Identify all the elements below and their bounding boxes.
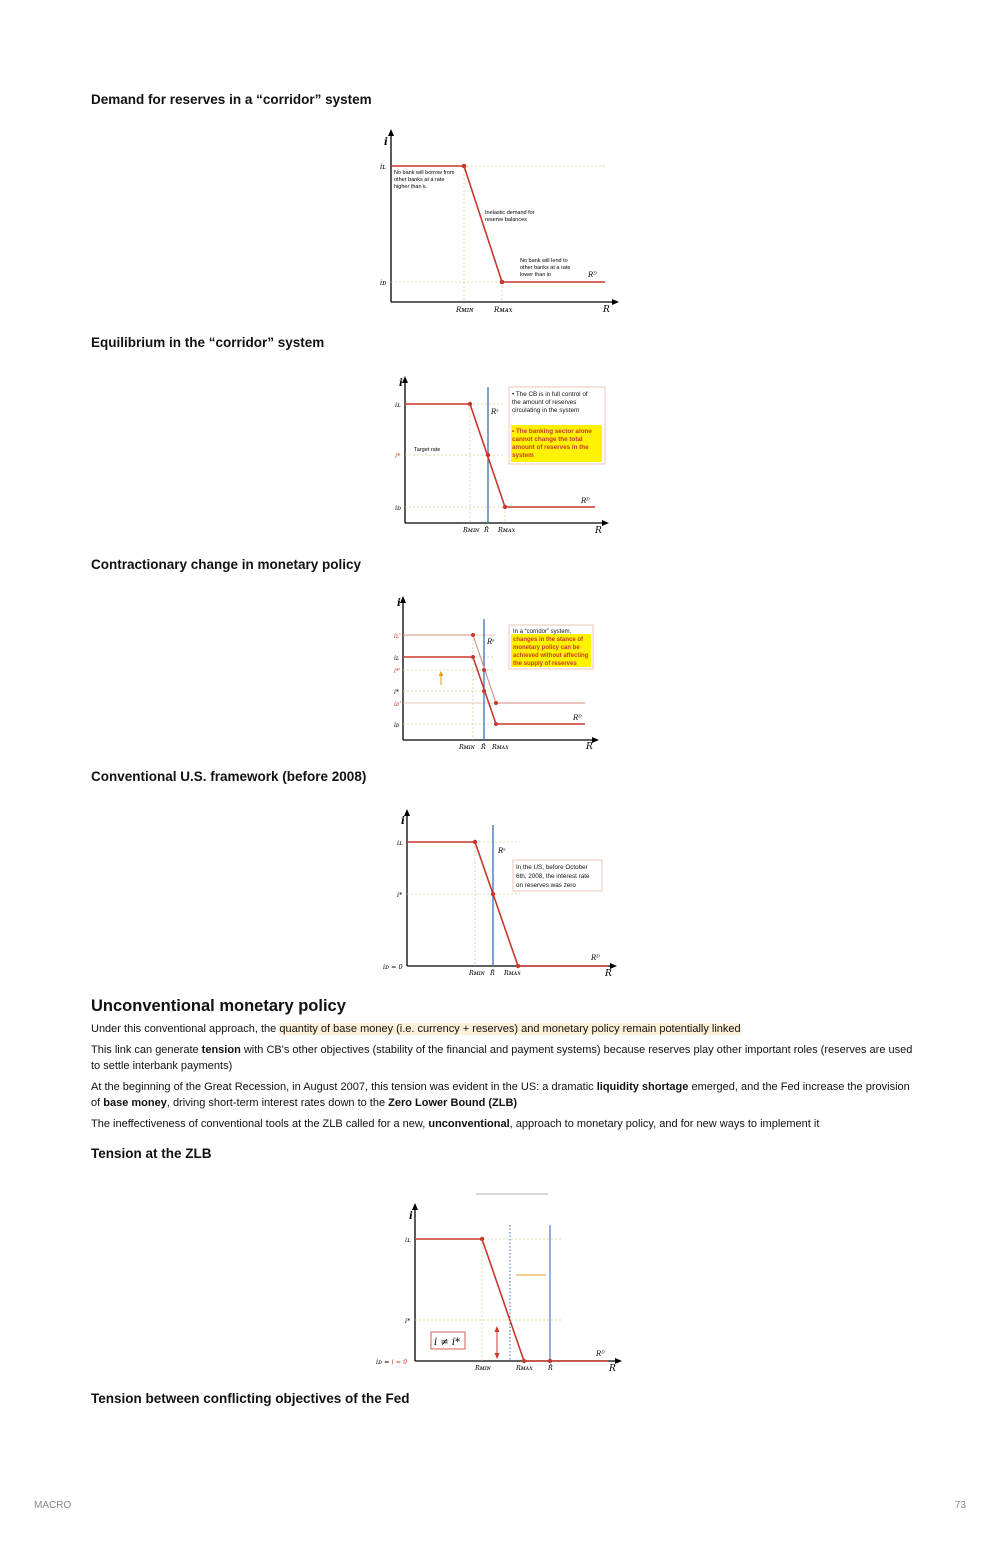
gap-arrow-head-down [495,1353,500,1359]
y-axis-label: i [397,598,401,609]
id-label: iᴅ [394,722,400,729]
y-axis-arrow [400,596,406,603]
point-equilibrium-new [482,668,486,672]
kink-point-lower [516,964,520,968]
chart-contractionary [385,592,610,754]
y-axis-arrow [402,376,408,383]
rbar-label: R̄ [481,744,486,751]
note-us-zero-rate: In the US, before October 6th, 2008, the interest rate on reserves was zero [516,864,590,889]
il-label: iʟ [405,1236,411,1244]
rbar-label: R̄ [484,526,489,534]
note-no-lend: No bank will lend to other banks at a rate lower than iᴅ [520,258,571,278]
y-axis-arrow [412,1203,418,1210]
rmin-label: Rᴍɪɴ [475,1365,491,1372]
id-zero-label: iᴅ = i = 0 [376,1358,408,1366]
id2-label: iᴅ' [394,701,402,708]
kink-point-upper [462,164,467,169]
chart-tension-zlb [372,1185,632,1375]
note-corridor-stance: In a “corridor” system, changes in the stance of monetary policy can be achieved without affecting the supply of reserves [513,629,589,667]
heading-tension-zlb: Tension at the ZLB [91,1146,212,1161]
id-label: iᴅ [395,504,401,512]
id-zero-label: iᴅ = 0 [383,963,403,971]
rmin-label: Rᴍɪɴ [456,306,474,314]
note-no-borrow: No bank will borrow from other banks at a rate higher than iʟ [394,170,455,190]
kink-point-lower [522,1359,526,1363]
heading-unconventional: Unconventional monetary policy [91,997,346,1015]
rmax-label: Rᴍᴀx [498,526,516,534]
chart-conventional-us [380,805,625,980]
heading-demand-reserves: Demand for reserves in a “corridor” system [91,92,372,107]
x-axis-arrow [602,520,609,526]
point-upper-new [471,633,475,637]
rs-label: Rˢ [491,408,499,416]
kink-point-lower [500,280,505,285]
equilibrium-point [548,1359,552,1363]
il2-label: iʟ' [394,633,401,640]
rd-label: Rᴰ [573,714,582,722]
equilibrium-point [491,892,495,896]
heading-conventional-us: Conventional U.S. framework (before 2008) [91,769,367,784]
equilibrium-point [486,453,490,457]
note-inelastic: Inelastic demand for reserve balances [485,210,535,223]
chart-demand-reserves [370,125,630,320]
shift-arrow-head [439,671,444,676]
x-axis-label: R [603,305,610,315]
rs-label: Rˢ [487,638,495,646]
rd-label: Rᴰ [581,497,590,505]
point-lower [494,722,498,726]
neq-label: i ≠ i* [434,1337,461,1348]
il-label: iʟ [394,655,400,662]
x-axis-label: R [609,1364,616,1374]
rmax-label: Rᴍᴀx [504,970,521,977]
x-axis-label: R [595,526,602,536]
heading-tension-fed: Tension between conflicting objectives of the Fed [91,1391,410,1406]
x-axis-arrow [612,299,619,305]
note-cb-control: • The CB is in full control of the amount of reserves circulating in the system [512,391,588,414]
y-axis-label: i [401,816,405,827]
point-lower-new [494,701,498,705]
highlight-base-money: quantity of base money (i.e. currency + reserves) and monetary policy remain potentially linked [279,1023,741,1035]
istar-label: i* [395,452,401,460]
x-axis-label: R [586,742,593,752]
y-axis-label: i [399,378,403,389]
kink-point-upper [480,1237,484,1241]
kink-point-upper [468,402,472,406]
paragraph-conventional-link: Under this conventional approach, the quantity of base money (i.e. currency + reserves) and monetary policy remain potentially linked [91,1023,741,1035]
note-banking-sector: • The banking sector alone cannot change the total amount of reserves in the system [512,428,592,459]
istar-label: i* [394,689,399,696]
footer-course: MACRO [34,1500,72,1511]
rmax-label: Rᴍᴀx [492,744,509,751]
x-axis-label: R [605,969,612,979]
rs-label: Rˢ [498,847,506,855]
y-axis-arrow [388,129,394,136]
istar-label: i* [405,1317,411,1325]
x-axis-arrow [592,737,599,743]
rd-label: Rᴰ [588,271,597,279]
rbar-label: R̄ [490,970,495,977]
y-axis-label: i [384,137,388,148]
rd-label: Rᴰ [591,954,600,962]
rmin-label: Rᴍɪɴ [469,970,485,977]
id-label: iᴅ [380,279,387,287]
target-rate-label: Target rate [414,447,441,453]
footer-page-number: 73 [954,1500,966,1511]
rd-label: Rᴰ [596,1350,605,1358]
x-axis-arrow [615,1358,622,1364]
heading-equilibrium: Equilibrium in the “corridor” system [91,335,325,350]
point-equilibrium [482,689,486,693]
point-upper [471,655,475,659]
paragraph-great-recession: At the beginning of the Great Recession, in August 2007, this tension was evident in the US: a dramatic liquidity shortage emerged, and the Fed increase the provision of base money, driving short-term interest rates down to the Zero Lower Bound (ZLB) [91,1081,910,1109]
gap-arrow-head-up [495,1326,500,1332]
kink-point-lower [503,505,507,509]
istar-label: i* [397,891,403,899]
il-label: iʟ [397,839,403,847]
il-label: iʟ [380,163,387,171]
il-label: iʟ [395,401,401,409]
kink-point-upper [473,840,477,844]
y-axis-arrow [404,809,410,816]
rmin-label: Rᴍɪɴ [459,744,475,751]
istar2-label: i*' [394,668,401,675]
rmin-label: Rᴍɪɴ [463,526,480,534]
chart-equilibrium [385,372,615,540]
rbar-label: R̄ [548,1365,553,1372]
heading-contractionary: Contractionary change in monetary policy [91,557,362,572]
rmax-label: Rᴍᴀx [494,306,513,314]
paragraph-unconventional: The ineffectiveness of conventional tools at the ZLB called for a new, unconventional, approach to monetary policy, and for new ways to implement it [91,1118,820,1130]
rmax-label: Rᴍᴀx [516,1365,533,1372]
y-axis-label: i [409,1211,413,1222]
paragraph-tension: This link can generate tension with CB's other objectives (stability of the financial and payment systems) because reserves play other important roles (reserves are used to settle interbank payments) [91,1044,913,1072]
